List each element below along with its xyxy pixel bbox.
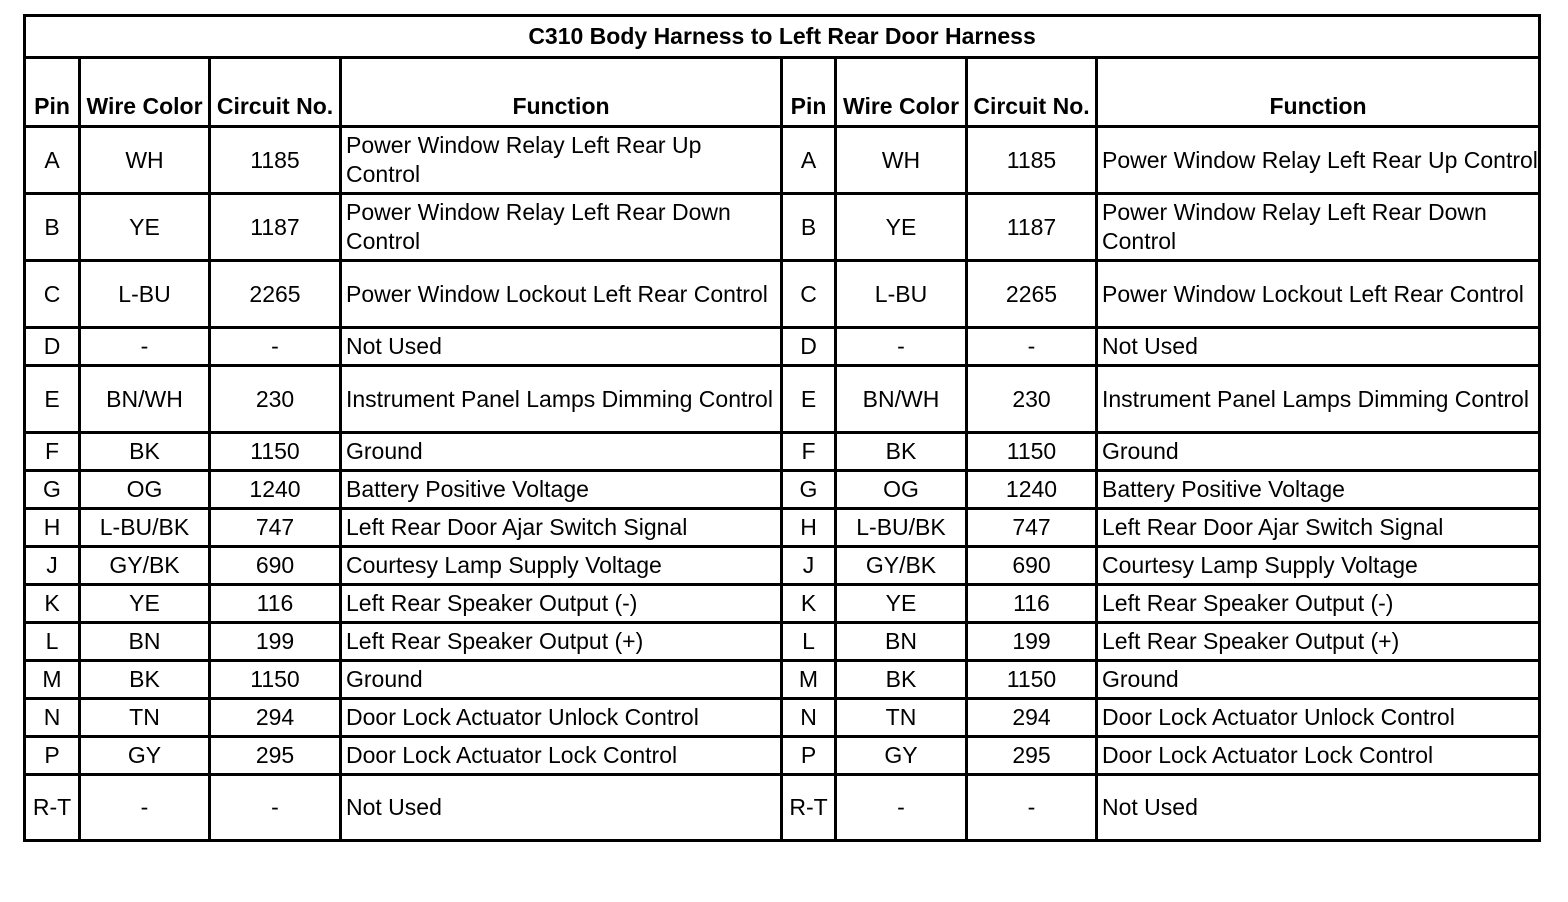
header-row bbox=[25, 58, 1540, 127]
circuit-no-cell: 295 bbox=[210, 737, 341, 775]
wire-color-cell: BK bbox=[80, 433, 210, 471]
pin-cell: R-T bbox=[782, 775, 836, 841]
table-row bbox=[25, 547, 1540, 585]
circuit-no-cell: 2265 bbox=[210, 261, 341, 328]
function-cell: Not Used bbox=[1097, 775, 1540, 841]
table-row bbox=[25, 328, 1540, 366]
wire-color-cell: BN bbox=[80, 623, 210, 661]
table-row bbox=[25, 737, 1540, 775]
table-row bbox=[25, 471, 1540, 509]
table-row bbox=[25, 775, 1540, 841]
function-cell: Power Window Relay Left Rear Up Control bbox=[1097, 127, 1540, 194]
pin-cell: C bbox=[25, 261, 80, 328]
pin-cell: H bbox=[25, 509, 80, 547]
wire-color-cell: BK bbox=[836, 661, 967, 699]
wire-color-cell: BN bbox=[836, 623, 967, 661]
circuit-no-cell: 116 bbox=[210, 585, 341, 623]
wire-color-cell: L-BU/BK bbox=[836, 509, 967, 547]
header-pin: Pin bbox=[782, 58, 836, 127]
circuit-no-cell: 199 bbox=[210, 623, 341, 661]
header-wire-color: Wire Color bbox=[80, 58, 210, 127]
header-circuit-no: Circuit No. bbox=[210, 58, 341, 127]
pin-cell: L bbox=[782, 623, 836, 661]
table-row bbox=[25, 366, 1540, 433]
pin-cell: G bbox=[25, 471, 80, 509]
circuit-no-cell: 1187 bbox=[967, 194, 1097, 261]
function-cell: Left Rear Door Ajar Switch Signal bbox=[1097, 509, 1540, 547]
circuit-no-cell: 116 bbox=[967, 585, 1097, 623]
function-cell: Left Rear Speaker Output (-) bbox=[341, 585, 782, 623]
circuit-no-cell: 747 bbox=[967, 509, 1097, 547]
circuit-no-cell: 1240 bbox=[967, 471, 1097, 509]
table-title: C310 Body Harness to Left Rear Door Harness bbox=[25, 16, 1540, 58]
function-cell: Door Lock Actuator Unlock Control bbox=[1097, 699, 1540, 737]
pin-cell: E bbox=[782, 366, 836, 433]
circuit-no-cell: 199 bbox=[967, 623, 1097, 661]
pin-cell: R-T bbox=[25, 775, 80, 841]
circuit-no-cell: 230 bbox=[967, 366, 1097, 433]
function-cell: Power Window Lockout Left Rear Control bbox=[1097, 261, 1540, 328]
pin-cell: P bbox=[782, 737, 836, 775]
pin-cell: D bbox=[25, 328, 80, 366]
table-row bbox=[25, 661, 1540, 699]
function-cell: Ground bbox=[1097, 661, 1540, 699]
function-cell: Door Lock Actuator Unlock Control bbox=[341, 699, 782, 737]
circuit-no-cell: 294 bbox=[967, 699, 1097, 737]
wire-color-cell: GY bbox=[80, 737, 210, 775]
pin-cell: P bbox=[25, 737, 80, 775]
pin-cell: E bbox=[25, 366, 80, 433]
header-wire-color: Wire Color bbox=[836, 58, 967, 127]
circuit-no-cell: 690 bbox=[967, 547, 1097, 585]
pin-cell: B bbox=[25, 194, 80, 261]
function-cell: Left Rear Speaker Output (+) bbox=[341, 623, 782, 661]
wire-color-cell: TN bbox=[836, 699, 967, 737]
circuit-no-cell: 1185 bbox=[210, 127, 341, 194]
table-row bbox=[25, 623, 1540, 661]
header-pin: Pin bbox=[25, 58, 80, 127]
circuit-no-cell: - bbox=[967, 775, 1097, 841]
pin-cell: F bbox=[782, 433, 836, 471]
pin-cell: A bbox=[25, 127, 80, 194]
function-cell: Door Lock Actuator Lock Control bbox=[341, 737, 782, 775]
wire-color-cell: YE bbox=[836, 585, 967, 623]
pin-cell: L bbox=[25, 623, 80, 661]
table-row bbox=[25, 433, 1540, 471]
wire-color-cell: BN/WH bbox=[80, 366, 210, 433]
pin-cell: K bbox=[782, 585, 836, 623]
function-cell: Courtesy Lamp Supply Voltage bbox=[1097, 547, 1540, 585]
function-cell: Ground bbox=[1097, 433, 1540, 471]
circuit-no-cell: 1150 bbox=[210, 433, 341, 471]
function-cell: Left Rear Speaker Output (-) bbox=[1097, 585, 1540, 623]
table-row bbox=[25, 261, 1540, 328]
pin-cell: D bbox=[782, 328, 836, 366]
pin-cell: H bbox=[782, 509, 836, 547]
circuit-no-cell: 295 bbox=[967, 737, 1097, 775]
table-row bbox=[25, 699, 1540, 737]
function-cell: Ground bbox=[341, 661, 782, 699]
wire-color-cell: OG bbox=[80, 471, 210, 509]
wire-color-cell: GY bbox=[836, 737, 967, 775]
function-cell: Left Rear Door Ajar Switch Signal bbox=[341, 509, 782, 547]
pin-cell: J bbox=[782, 547, 836, 585]
header-function: Function bbox=[341, 58, 782, 127]
function-cell: Battery Positive Voltage bbox=[341, 471, 782, 509]
function-cell: Door Lock Actuator Lock Control bbox=[1097, 737, 1540, 775]
wire-color-cell: WH bbox=[836, 127, 967, 194]
header-circuit-no: Circuit No. bbox=[967, 58, 1097, 127]
wire-color-cell: - bbox=[836, 775, 967, 841]
circuit-no-cell: 1150 bbox=[210, 661, 341, 699]
wire-color-cell: - bbox=[836, 328, 967, 366]
function-cell: Not Used bbox=[341, 775, 782, 841]
circuit-no-cell: 1187 bbox=[210, 194, 341, 261]
function-cell: Not Used bbox=[1097, 328, 1540, 366]
function-cell: Ground bbox=[341, 433, 782, 471]
wire-color-cell: YE bbox=[836, 194, 967, 261]
table-row bbox=[25, 509, 1540, 547]
circuit-no-cell: 1150 bbox=[967, 661, 1097, 699]
pin-cell: C bbox=[782, 261, 836, 328]
function-cell: Not Used bbox=[341, 328, 782, 366]
circuit-no-cell: - bbox=[210, 775, 341, 841]
wire-color-cell: - bbox=[80, 775, 210, 841]
pin-cell: M bbox=[782, 661, 836, 699]
circuit-no-cell: 230 bbox=[210, 366, 341, 433]
table-row bbox=[25, 127, 1540, 194]
pin-cell: N bbox=[782, 699, 836, 737]
circuit-no-cell: 747 bbox=[210, 509, 341, 547]
wire-color-cell: WH bbox=[80, 127, 210, 194]
function-cell: Power Window Relay Left Rear Up Control bbox=[341, 127, 782, 194]
circuit-no-cell: 1185 bbox=[967, 127, 1097, 194]
circuit-no-cell: 1240 bbox=[210, 471, 341, 509]
pin-cell: J bbox=[25, 547, 80, 585]
function-cell: Power Window Lockout Left Rear Control bbox=[341, 261, 782, 328]
wire-color-cell: YE bbox=[80, 194, 210, 261]
header-function: Function bbox=[1097, 58, 1540, 127]
wire-color-cell: GY/BK bbox=[80, 547, 210, 585]
wire-color-cell: BK bbox=[836, 433, 967, 471]
wire-color-cell: L-BU bbox=[80, 261, 210, 328]
pin-cell: K bbox=[25, 585, 80, 623]
table-row bbox=[25, 585, 1540, 623]
wire-color-cell: YE bbox=[80, 585, 210, 623]
table-body bbox=[25, 127, 1540, 841]
wire-color-cell: - bbox=[80, 328, 210, 366]
function-cell: Power Window Relay Left Rear Down Control bbox=[341, 194, 782, 261]
wire-color-cell: TN bbox=[80, 699, 210, 737]
pin-cell: A bbox=[782, 127, 836, 194]
wire-color-cell: BK bbox=[80, 661, 210, 699]
pin-cell: B bbox=[782, 194, 836, 261]
circuit-no-cell: 2265 bbox=[967, 261, 1097, 328]
function-cell: Power Window Relay Left Rear Down Control bbox=[1097, 194, 1540, 261]
wire-color-cell: GY/BK bbox=[836, 547, 967, 585]
function-cell: Courtesy Lamp Supply Voltage bbox=[341, 547, 782, 585]
table-row bbox=[25, 194, 1540, 261]
pin-cell: N bbox=[25, 699, 80, 737]
pin-cell: M bbox=[25, 661, 80, 699]
connector-table bbox=[23, 14, 1541, 842]
function-cell: Battery Positive Voltage bbox=[1097, 471, 1540, 509]
circuit-no-cell: - bbox=[967, 328, 1097, 366]
function-cell: Left Rear Speaker Output (+) bbox=[1097, 623, 1540, 661]
function-cell: Instrument Panel Lamps Dimming Control bbox=[1097, 366, 1540, 433]
wire-color-cell: L-BU/BK bbox=[80, 509, 210, 547]
circuit-no-cell: - bbox=[210, 328, 341, 366]
circuit-no-cell: 1150 bbox=[967, 433, 1097, 471]
wire-color-cell: BN/WH bbox=[836, 366, 967, 433]
wire-color-cell: OG bbox=[836, 471, 967, 509]
circuit-no-cell: 690 bbox=[210, 547, 341, 585]
circuit-no-cell: 294 bbox=[210, 699, 341, 737]
pin-cell: F bbox=[25, 433, 80, 471]
pin-cell: G bbox=[782, 471, 836, 509]
wire-color-cell: L-BU bbox=[836, 261, 967, 328]
function-cell: Instrument Panel Lamps Dimming Control bbox=[341, 366, 782, 433]
